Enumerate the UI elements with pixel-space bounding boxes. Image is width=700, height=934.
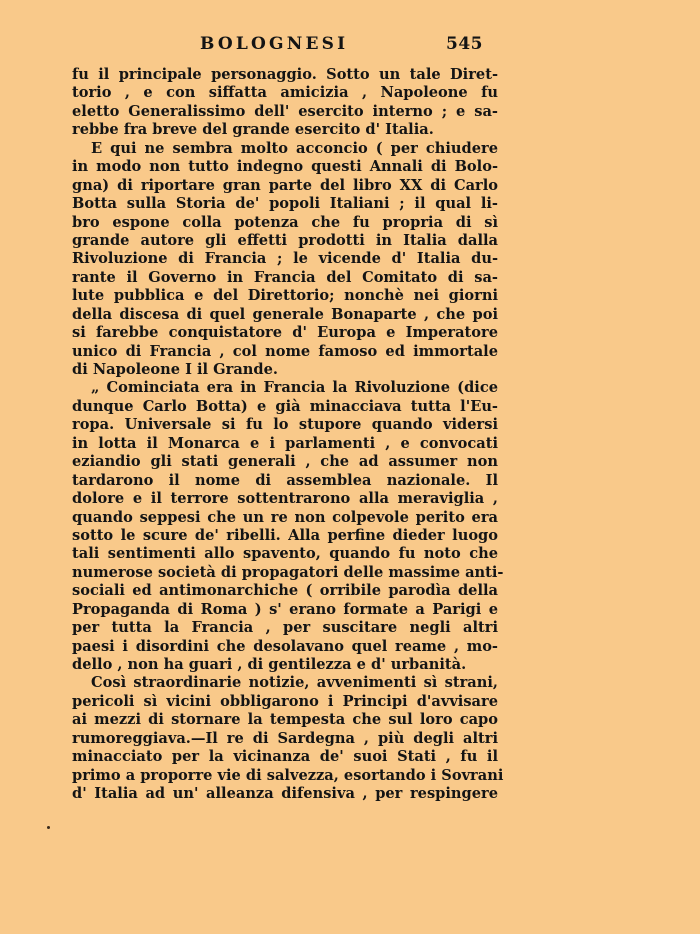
text-line: dolore e il terrore sottentrarono alla meraviglia , [72,490,498,508]
text-line: Propaganda di Roma ) s' erano formate a Parigi e [72,600,498,618]
text-line: per tutta la Francia , per suscitare negli altri [72,619,498,637]
page-header [0,34,700,58]
text-line: grande autore gli effetti prodotti in Italia dalla [72,231,498,249]
text-line: eletto Generalissimo dell' esercito interno ; e sa- [72,102,498,120]
text-line: in modo non tutto indegno questi Annali di Bolo- [72,158,498,176]
text-line: unico di Francia , col nome famoso ed immortale [72,342,498,360]
text-line: dunque Carlo Botta) e già minacciava tutta l'Eu- [72,397,498,415]
text-line: bro espone colla potenza che fu propria di sì [72,213,498,231]
text-line: paesi i disordini che desolavano quel reame , mo- [72,637,498,655]
text-line: rante il Governo in Francia del Comitato di sa- [72,268,498,286]
text-line: Rivoluzione di Francia ; le vicende d' Italia du- [72,250,498,268]
text-line: rebbe fra breve del grande esercito d' Italia. [72,121,434,139]
text-line: minacciato per la vicinanza de' suoi Stati , fu il [72,748,498,766]
text-line: E qui ne sembra molto acconcio ( per chiudere [91,139,498,157]
text-line: tardarono il nome di assemblea nazionale. Il [72,471,498,489]
text-line: fu il principale personaggio. Sotto un tale Diret- [72,66,498,83]
text-line: Botta sulla Storia de' popoli Italiani ; il qual li- [72,195,498,213]
text-line: dello , non ha guari , di gentilezza e d' urbanità. [72,656,467,673]
text-line: numerose società di propagatori delle massime anti- [72,563,504,581]
text-line: tali sentimenti allo spavento, quando fu noto che [72,545,498,563]
text-line: gna) di riportare gran parte del libro XX di Carlo [72,176,498,194]
text-line: primo a proporre vie di salvezza, esortando i Sovrani [72,766,504,784]
text-line: sociali ed antimonarchiche ( orribile parodìa della [72,582,498,600]
text-line: quando seppesi che un re non colpevole perito era [72,508,498,526]
text-line: sotto le scure de' ribelli. Alla perfine dieder luogo [72,526,498,544]
text-line: ai mezzi di stornare la tempesta che sul loro capo [72,711,498,729]
text-line: ropa. Universale si fu lo stupore quando vidersi [72,416,498,434]
body-text [72,66,504,804]
text-line: torio , e con siffatta amicizia , Napoleone fu [72,84,498,102]
text-line: di Napoleone I il Grande. [72,361,278,378]
text-line: della discesa di quel generale Bonaparte , che poi [72,305,498,323]
text-line: si farebbe conquistatore d' Europa e Imperatore [72,324,498,342]
text-line: „ Cominciata era in Francia la Rivoluzione (dice [91,379,498,397]
running-title: BOLOGNESI [200,34,349,54]
ink-speck [47,826,50,829]
text-line: lute pubblica e del Direttorio; nonchè nei giorni [72,287,498,305]
page-number: 545 [446,34,483,54]
text-line: in lotta il Monarca e i parlamenti , e convocati [72,434,498,452]
text-line: Così straordinarie notizie, avvenimenti sì strani, [91,674,498,692]
text-line: eziandio gli stati generali , che ad assumer non [72,453,498,471]
text-line: pericoli sì vicini obbligarono i Principi d'avvisare [72,692,498,710]
text-line: rumoreggiava.—Il re di Sardegna , più degli altri [72,729,498,747]
text-line: d' Italia ad un' alleanza difensiva , per respingere [72,785,498,803]
